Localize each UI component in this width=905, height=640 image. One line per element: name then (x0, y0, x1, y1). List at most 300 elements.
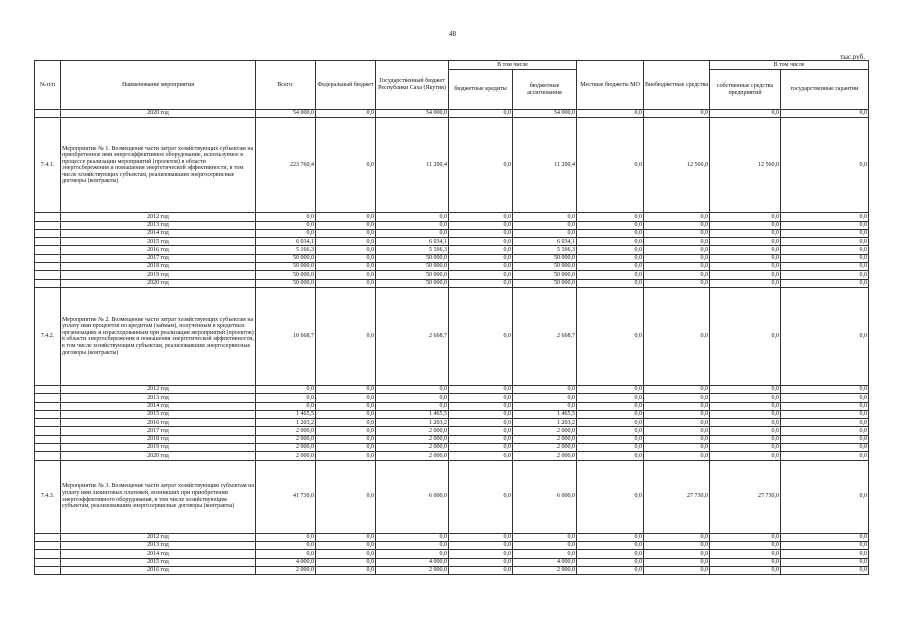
value-cell: 0,0 (577, 460, 644, 533)
header-credits: бюджетные кредиты (449, 70, 513, 110)
table-row (35, 444, 869, 452)
header-guar: государственные гарантии (781, 70, 869, 110)
table-row (35, 435, 869, 443)
value-cell: 0,0 (316, 452, 376, 460)
value-cell: 0,0 (644, 254, 710, 262)
value-cell: 2 000,0 (376, 427, 449, 435)
value-cell: 0,0 (449, 221, 513, 229)
value-cell: 0,0 (644, 213, 710, 221)
value-cell: 0,0 (644, 566, 710, 574)
value-cell: 0,0 (710, 279, 781, 287)
value-cell: 0,0 (449, 550, 513, 558)
value-cell: 0,0 (449, 385, 513, 393)
table-row (35, 238, 869, 246)
header-incl-extra: В том числе (710, 61, 869, 70)
table-row (35, 550, 869, 558)
value-cell: 2 000,0 (256, 566, 316, 574)
value-cell: 0,0 (644, 533, 710, 541)
value-cell: 0,0 (449, 110, 513, 118)
value-cell: 5 166,3 (376, 246, 449, 254)
num-cell (35, 558, 61, 566)
value-cell: 0,0 (644, 238, 710, 246)
num-cell (35, 385, 61, 393)
year-cell: 2015 год (61, 238, 256, 246)
value-cell: 0,0 (710, 452, 781, 460)
value-cell: 0,0 (316, 427, 376, 435)
year-cell: 2015 год (61, 558, 256, 566)
year-cell: 2012 год (61, 213, 256, 221)
value-cell: 0,0 (577, 229, 644, 237)
value-cell: 0,0 (781, 452, 869, 460)
value-cell: 0,0 (710, 533, 781, 541)
value-cell: 12 560,0 (644, 118, 710, 213)
year-cell: 2013 год (61, 394, 256, 402)
value-cell: 0,0 (710, 229, 781, 237)
value-cell: 0,0 (644, 246, 710, 254)
value-cell: 0,0 (513, 385, 577, 393)
value-cell: 0,0 (710, 410, 781, 418)
value-cell: 50 000,0 (256, 271, 316, 279)
table-row (35, 110, 869, 118)
value-cell: 0,0 (710, 213, 781, 221)
value-cell: 0,0 (316, 550, 376, 558)
value-cell: 50 000,0 (256, 279, 316, 287)
value-cell: 1 203,2 (256, 419, 316, 427)
value-cell: 0,0 (449, 279, 513, 287)
value-cell: 0,0 (577, 541, 644, 549)
value-cell: 0,0 (781, 402, 869, 410)
value-cell: 54 000,0 (376, 110, 449, 118)
value-cell: 0,0 (376, 385, 449, 393)
value-cell: 6 000,0 (376, 460, 449, 533)
measure-number: 7.4.1. (35, 118, 61, 213)
value-cell: 1 465,5 (513, 410, 577, 418)
year-cell: 2017 год (61, 254, 256, 262)
value-cell: 50 000,0 (376, 279, 449, 287)
value-cell: 0,0 (577, 427, 644, 435)
value-cell: 50 000,0 (376, 263, 449, 271)
value-cell: 0,0 (781, 385, 869, 393)
value-cell: 0,0 (577, 394, 644, 402)
num-cell (35, 566, 61, 574)
value-cell: 0,0 (577, 419, 644, 427)
year-cell: 2016 год (61, 419, 256, 427)
table-row (35, 402, 869, 410)
value-cell: 0,0 (513, 541, 577, 549)
value-cell: 50 000,0 (256, 254, 316, 262)
value-cell: 223 760,4 (256, 118, 316, 213)
value-cell: 0,0 (577, 271, 644, 279)
num-cell (35, 263, 61, 271)
year-cell: 2019 год (61, 444, 256, 452)
value-cell: 0,0 (577, 110, 644, 118)
value-cell: 50 000,0 (256, 263, 316, 271)
num-cell (35, 110, 61, 118)
header-federal: Федеральный бюджет (316, 61, 376, 110)
value-cell: 0,0 (644, 541, 710, 549)
value-cell: 50 000,0 (513, 271, 577, 279)
table-row (35, 385, 869, 393)
page-number: 48 (449, 30, 456, 38)
value-cell: 41 730,0 (256, 460, 316, 533)
num-cell (35, 279, 61, 287)
value-cell: 0,0 (781, 444, 869, 452)
value-cell: 0,0 (513, 394, 577, 402)
value-cell: 0,0 (316, 385, 376, 393)
value-cell: 0,0 (644, 402, 710, 410)
value-cell: 0,0 (376, 550, 449, 558)
value-cell: 2 000,0 (256, 435, 316, 443)
value-cell: 0,0 (449, 263, 513, 271)
value-cell: 0,0 (316, 533, 376, 541)
value-cell: 0,0 (781, 460, 869, 533)
value-cell: 0,0 (376, 221, 449, 229)
year-cell: 2014 год (61, 550, 256, 558)
value-cell: 0,0 (644, 427, 710, 435)
num-cell (35, 238, 61, 246)
value-cell: 0,0 (710, 246, 781, 254)
year-cell: 2017 год (61, 427, 256, 435)
year-cell: 2020 год (61, 279, 256, 287)
value-cell: 1 465,5 (256, 410, 316, 418)
value-cell: 0,0 (644, 452, 710, 460)
value-cell: 0,0 (710, 550, 781, 558)
value-cell: 0,0 (316, 287, 376, 385)
value-cell: 0,0 (644, 263, 710, 271)
measure-row (35, 118, 869, 213)
measure-name: Мероприятие № 2. Возмещение части затрат хозяйствующих субъектам на уплату ими процентов по кредитам (займам), полученным в кредитных организациях и израсходованным при реализации мероприятий (проектов) в области энергосбережения и повышения энергетической эффективности, в том числе хозяйствующим субъектам, реализовавшим энергосервисные договоры (контракты) (61, 287, 256, 385)
value-cell: 6 034,1 (256, 238, 316, 246)
num-cell (35, 254, 61, 262)
value-cell: 0,0 (781, 213, 869, 221)
value-cell: 0,0 (781, 550, 869, 558)
table-header (35, 61, 869, 110)
value-cell: 2 000,0 (256, 452, 316, 460)
year-cell: 2013 год (61, 221, 256, 229)
value-cell: 0,0 (710, 435, 781, 443)
value-cell: 0,0 (316, 221, 376, 229)
value-cell: 0,0 (577, 533, 644, 541)
value-cell: 0,0 (376, 394, 449, 402)
num-cell (35, 419, 61, 427)
value-cell: 5 166,3 (256, 246, 316, 254)
value-cell: 2 000,0 (513, 452, 577, 460)
value-cell: 4 000,0 (513, 558, 577, 566)
table-row (35, 279, 869, 287)
value-cell: 54 000,0 (513, 110, 577, 118)
table-row (35, 271, 869, 279)
header-num: № п/п (35, 61, 61, 110)
value-cell: 0,0 (449, 435, 513, 443)
value-cell: 0,0 (781, 263, 869, 271)
value-cell: 50 000,0 (376, 271, 449, 279)
value-cell: 0,0 (577, 118, 644, 213)
value-cell: 0,0 (644, 110, 710, 118)
value-cell: 0,0 (449, 566, 513, 574)
value-cell: 50 000,0 (513, 263, 577, 271)
value-cell: 0,0 (449, 452, 513, 460)
value-cell: 0,0 (449, 410, 513, 418)
value-cell: 0,0 (710, 254, 781, 262)
value-cell: 54 000,0 (256, 110, 316, 118)
value-cell: 2 000,0 (376, 452, 449, 460)
value-cell: 0,0 (577, 263, 644, 271)
units-label: тыс.руб. (840, 53, 865, 61)
year-cell: 2014 год (61, 229, 256, 237)
value-cell: 0,0 (316, 238, 376, 246)
value-cell: 50 000,0 (513, 279, 577, 287)
value-cell: 0,0 (710, 541, 781, 549)
value-cell: 0,0 (781, 238, 869, 246)
value-cell: 0,0 (316, 394, 376, 402)
value-cell: 0,0 (449, 238, 513, 246)
measure-row (35, 460, 869, 533)
num-cell (35, 533, 61, 541)
num-cell (35, 229, 61, 237)
value-cell: 0,0 (316, 229, 376, 237)
value-cell: 0,0 (781, 394, 869, 402)
value-cell: 0,0 (781, 410, 869, 418)
table-row (35, 558, 869, 566)
value-cell: 0,0 (449, 229, 513, 237)
header-own: собственные средства предприятий (710, 70, 781, 110)
value-cell: 2 000,0 (256, 427, 316, 435)
value-cell: 0,0 (644, 419, 710, 427)
value-cell: 0,0 (513, 402, 577, 410)
value-cell: 0,0 (781, 229, 869, 237)
value-cell: 2 000,0 (376, 435, 449, 443)
value-cell: 0,0 (577, 444, 644, 452)
value-cell: 4 000,0 (376, 558, 449, 566)
value-cell: 0,0 (449, 541, 513, 549)
measure-name: Мероприятие № 3. Возмещение части затрат хозяйствующим субъектам на уплату ими лизинговых платежей, возникших при приобретении энергоэффективного оборудования, в том числе хозяйствующим субъектам, реализовавшим энергосервисные договоры (контракты) (61, 460, 256, 533)
value-cell: 4 000,0 (256, 558, 316, 566)
value-cell: 0,0 (376, 541, 449, 549)
value-cell: 0,0 (256, 541, 316, 549)
value-cell: 11 200,4 (513, 118, 577, 213)
table-row (35, 541, 869, 549)
value-cell: 0,0 (449, 427, 513, 435)
header-local: Местные бюджеты МО (577, 61, 644, 110)
value-cell: 1 465,5 (376, 410, 449, 418)
num-cell (35, 394, 61, 402)
value-cell: 0,0 (256, 229, 316, 237)
table-row (35, 427, 869, 435)
value-cell: 10 668,7 (256, 287, 316, 385)
year-cell: 2018 год (61, 435, 256, 443)
num-cell (35, 541, 61, 549)
year-cell: 2020 год (61, 110, 256, 118)
value-cell: 0,0 (449, 558, 513, 566)
value-cell: 0,0 (710, 110, 781, 118)
value-cell: 2 000,0 (513, 427, 577, 435)
value-cell: 0,0 (781, 558, 869, 566)
value-cell: 0,0 (710, 566, 781, 574)
value-cell: 0,0 (710, 263, 781, 271)
value-cell: 0,0 (781, 246, 869, 254)
table-row (35, 533, 869, 541)
table-body (35, 110, 869, 575)
value-cell: 0,0 (644, 394, 710, 402)
measure-name: Мероприятие № 1. Возмещение части затрат хозяйствующих субъектам на приобретенное ими энергоэффективное оборудование, используемое в процессе реализации мероприятий (проектов) в области энергосбережения и повышения энергетической эффективности, в том числе хозяйствующих субъектам, реализовавшим энергосервисные договоры (контракты) (61, 118, 256, 213)
value-cell: 6 034,1 (513, 238, 577, 246)
table-row (35, 221, 869, 229)
num-cell (35, 213, 61, 221)
value-cell: 0,0 (781, 435, 869, 443)
measure-row (35, 287, 869, 385)
value-cell: 0,0 (644, 229, 710, 237)
num-cell (35, 402, 61, 410)
table-row (35, 246, 869, 254)
value-cell: 1 203,2 (376, 419, 449, 427)
num-cell (35, 271, 61, 279)
value-cell: 0,0 (449, 254, 513, 262)
value-cell: 0,0 (316, 254, 376, 262)
value-cell: 0,0 (316, 460, 376, 533)
value-cell: 0,0 (577, 238, 644, 246)
value-cell: 6 000,0 (513, 460, 577, 533)
value-cell: 0,0 (710, 271, 781, 279)
value-cell: 0,0 (513, 213, 577, 221)
value-cell: 2 668,7 (513, 287, 577, 385)
table-row (35, 566, 869, 574)
value-cell: 0,0 (256, 385, 316, 393)
value-cell: 0,0 (316, 279, 376, 287)
num-cell (35, 221, 61, 229)
value-cell: 0,0 (781, 110, 869, 118)
value-cell: 2 000,0 (513, 444, 577, 452)
value-cell: 0,0 (644, 558, 710, 566)
value-cell: 0,0 (644, 287, 710, 385)
value-cell: 0,0 (577, 385, 644, 393)
value-cell: 2 668,7 (376, 287, 449, 385)
value-cell: 0,0 (781, 271, 869, 279)
value-cell: 0,0 (644, 444, 710, 452)
value-cell: 0,0 (710, 402, 781, 410)
value-cell: 0,0 (781, 541, 869, 549)
value-cell: 0,0 (781, 221, 869, 229)
value-cell: 0,0 (316, 271, 376, 279)
value-cell: 12 560,0 (710, 118, 781, 213)
table-row (35, 263, 869, 271)
value-cell: 0,0 (316, 402, 376, 410)
value-cell: 27 730,0 (710, 460, 781, 533)
value-cell: 0,0 (577, 550, 644, 558)
value-cell: 0,0 (577, 402, 644, 410)
value-cell: 0,0 (449, 444, 513, 452)
year-cell: 2016 год (61, 566, 256, 574)
value-cell: 0,0 (513, 221, 577, 229)
value-cell: 0,0 (376, 533, 449, 541)
value-cell: 0,0 (710, 385, 781, 393)
value-cell: 0,0 (781, 533, 869, 541)
table-row (35, 229, 869, 237)
value-cell: 0,0 (376, 402, 449, 410)
value-cell: 6 034,1 (376, 238, 449, 246)
value-cell: 0,0 (644, 221, 710, 229)
value-cell: 0,0 (710, 558, 781, 566)
value-cell: 0,0 (644, 435, 710, 443)
header-assign: бюджетные ассигнования (513, 70, 577, 110)
table-row (35, 410, 869, 418)
value-cell: 0,0 (256, 402, 316, 410)
table-row (35, 419, 869, 427)
value-cell: 0,0 (449, 419, 513, 427)
measure-number: 7.4.3. (35, 460, 61, 533)
value-cell: 0,0 (449, 460, 513, 533)
value-cell: 0,0 (449, 118, 513, 213)
value-cell: 50 000,0 (376, 254, 449, 262)
table-row (35, 394, 869, 402)
year-cell: 2019 год (61, 271, 256, 279)
value-cell: 0,0 (644, 279, 710, 287)
value-cell: 0,0 (316, 435, 376, 443)
year-cell: 2014 год (61, 402, 256, 410)
value-cell: 2 000,0 (513, 566, 577, 574)
header-incl-state: В том числе (449, 61, 577, 70)
value-cell: 2 000,0 (256, 444, 316, 452)
value-cell: 0,0 (781, 118, 869, 213)
value-cell: 0,0 (577, 213, 644, 221)
value-cell: 0,0 (256, 394, 316, 402)
value-cell: 2 000,0 (376, 566, 449, 574)
value-cell: 0,0 (781, 419, 869, 427)
value-cell: 50 000,0 (513, 254, 577, 262)
year-cell: 2013 год (61, 541, 256, 549)
value-cell: 0,0 (513, 229, 577, 237)
value-cell: 0,0 (316, 444, 376, 452)
value-cell: 0,0 (710, 419, 781, 427)
value-cell: 0,0 (577, 410, 644, 418)
value-cell: 0,0 (644, 550, 710, 558)
value-cell: 0,0 (781, 287, 869, 385)
value-cell: 0,0 (256, 221, 316, 229)
num-cell (35, 550, 61, 558)
year-cell: 2016 год (61, 246, 256, 254)
year-cell: 2015 год (61, 410, 256, 418)
value-cell: 0,0 (710, 394, 781, 402)
value-cell: 27 730,0 (644, 460, 710, 533)
value-cell: 0,0 (449, 402, 513, 410)
num-cell (35, 435, 61, 443)
measure-number: 7.4.2. (35, 287, 61, 385)
value-cell: 0,0 (577, 246, 644, 254)
value-cell: 0,0 (513, 533, 577, 541)
year-cell: 2020 год (61, 452, 256, 460)
value-cell: 0,0 (316, 246, 376, 254)
value-cell: 0,0 (644, 271, 710, 279)
value-cell: 0,0 (316, 558, 376, 566)
value-cell: 0,0 (449, 246, 513, 254)
num-cell (35, 246, 61, 254)
num-cell (35, 427, 61, 435)
value-cell: 0,0 (316, 566, 376, 574)
value-cell: 11 200,4 (376, 118, 449, 213)
value-cell: 0,0 (781, 254, 869, 262)
value-cell: 1 203,2 (513, 419, 577, 427)
value-cell: 0,0 (449, 533, 513, 541)
value-cell: 0,0 (316, 110, 376, 118)
table-row (35, 213, 869, 221)
value-cell: 0,0 (256, 550, 316, 558)
value-cell: 0,0 (577, 558, 644, 566)
value-cell: 0,0 (376, 229, 449, 237)
value-cell: 0,0 (781, 427, 869, 435)
value-cell: 0,0 (316, 541, 376, 549)
value-cell: 0,0 (577, 435, 644, 443)
num-cell (35, 452, 61, 460)
year-cell: 2012 год (61, 533, 256, 541)
